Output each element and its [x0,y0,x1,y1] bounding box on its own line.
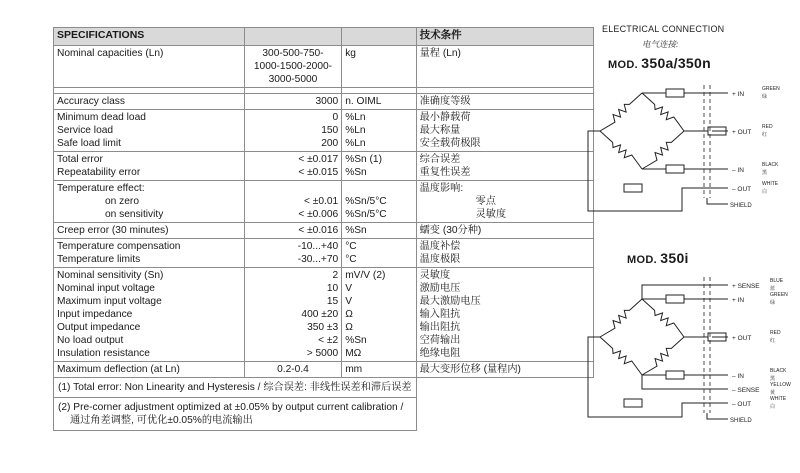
row-cn: 准确度等级 [416,94,593,110]
wire-color: YELLOW [770,382,791,388]
connection-title-cn: 电气连接: [642,39,679,49]
wire-color-cn: 绿 [762,94,768,100]
row-cn: 灵敏度 [419,270,451,281]
wire-color: GREEN [770,292,788,298]
wiring-diagram-350a [588,85,780,211]
wire-color-cn: 绿 [770,300,776,306]
row-label: Nominal input voltage [57,283,155,294]
row-value: 15 [326,296,339,307]
strain-gauge [600,337,642,375]
row-value: < ±2 [318,335,339,346]
row-unit: %Sn [345,335,367,346]
wire-label: – OUT [732,186,752,193]
row-label: Creep error (30 minutes) [54,223,245,239]
row-label: Input impedance [57,309,133,320]
row-unit: MΩ [345,348,362,359]
row-cn: 量程 (Ln) [416,46,593,88]
shield-label: SHIELD [730,203,752,209]
row-value: > 5000 [306,348,339,359]
wire-color-cn: 红 [770,338,776,344]
row-unit: %Ln [345,138,366,149]
row-cn: 激励电压 [419,283,461,294]
wire-color-cn: 白 [770,404,776,410]
row-value: < ±0.006 [298,209,339,220]
wire-label: + SENSE [732,283,760,290]
row-unit: °C [345,254,357,265]
row-unit: %Sn [345,167,367,178]
row-unit: %Sn [342,223,416,239]
strain-gauge [600,131,642,169]
wiring-diagram-350i [588,277,791,424]
model-350i-title: MOD. 350i [627,250,689,266]
wire-color: WHITE [770,396,787,402]
resistor [666,295,684,303]
shield-label: SHIELD [730,418,752,424]
wire-label: – IN [732,373,744,380]
wire-label: + OUT [732,335,752,342]
row-value: 3000 [244,94,341,110]
row-label: on zero [105,196,139,207]
row-value: 200 [321,138,339,149]
row-unit: mm [342,362,416,378]
row-unit: V [345,283,352,294]
row-label: Maximum input voltage [57,296,162,307]
row-unit: %Sn (1) [345,154,382,165]
row-label: Maximum deflection (at Ln) [54,362,245,378]
row-value: < ±0.016 [244,223,341,239]
row-label: Minimum dead load [57,112,146,123]
row-value: < ±0.01 [303,196,339,207]
row-cn: 蠕变 (30分种) [416,223,593,239]
row-label: Output impedance [57,322,141,333]
row-unit: n. OIML [342,94,416,110]
wire-color-cn: 黑 [762,170,768,176]
row-value: 300-500-750- 1000-1500-2000- 3000-5000 [244,46,341,88]
row-cn: 温度影响: [419,183,464,194]
wire-color: RED [770,330,781,336]
row-value: 10 [326,283,339,294]
wire-label: – SENSE [732,387,760,394]
row-label: Service load [57,125,114,136]
resistor [624,399,642,407]
row-unit: °C [345,241,357,252]
row-value: 400 ±20 [301,309,339,320]
shield-wire [707,198,728,204]
resistor [666,165,684,173]
row-cn: 最大称量 [419,125,461,136]
strain-gauge [642,131,684,169]
resistor [666,371,684,379]
row-unit: Ω [345,309,353,320]
row-value: < ±0.017 [298,154,339,165]
row-value: 0.2-0.4 [244,362,341,378]
row-value: -10...+40 [297,241,339,252]
strain-gauge [600,93,642,131]
row-cn: 输入阻抗 [419,309,461,320]
row-label: Accuracy class [54,94,245,110]
row-cn: 温度补偿 [419,241,461,252]
row-unit: %Sn/5°C [345,209,387,220]
row-value: 0 [332,112,339,123]
wire-color-cn: 黑 [770,376,776,382]
strain-gauge [642,93,684,131]
wire-color: BLUE [770,278,784,284]
wire-color: BLACK [762,162,779,168]
row-value: 350 ±3 [307,322,339,333]
row-unit: Ω [345,322,353,333]
wire-label: + IN [732,297,745,304]
strain-gauge [600,299,642,337]
row-cn: 温度极限 [419,254,461,265]
row-unit: %Ln [345,112,366,123]
row-cn: 最大变形位移 (量程内) [416,362,593,378]
wire-color: BLACK [770,368,787,374]
row-label: Total error [57,154,103,165]
row-label: No load output [57,335,124,346]
row-cn: 灵敏度 [475,209,507,220]
row-cn: 最大激励电压 [419,296,481,307]
resistor [666,89,684,97]
wire-color: RED [762,124,773,130]
row-label: on sensitivity [105,209,164,220]
row-value: 2 [332,270,339,281]
wire-label: – IN [732,167,744,174]
wire-color: WHITE [762,181,779,187]
row-value: < ±0.015 [298,167,339,178]
row-cn: 最小静载荷 [419,112,471,123]
wire-label: – OUT [732,401,752,408]
strain-gauge [642,299,684,337]
footnote-1: (1) Total error: Non Linearity and Hysteresis / 综合误差: 非线性误差和滞后误差 [54,378,417,398]
row-cn: 绝缘电阻 [419,348,461,359]
row-label: Nominal sensitivity (Sn) [57,270,164,281]
row-label: Temperature limits [57,254,141,265]
row-label: Nominal capacities (Ln) [54,46,245,88]
row-cn: 重复性误差 [419,167,471,178]
resistor [624,184,642,192]
connection-title: ELECTRICAL CONNECTION [602,24,725,34]
row-unit: %Ln [345,125,366,136]
row-unit: kg [342,46,416,88]
strain-gauge [642,337,684,375]
wire-color: GREEN [762,86,780,92]
footnote-2: (2) Pre-corner adjustment optimized at ±0.05% by output current calibration / 通过角差调整, 可优化±0.05%的电流输出 [54,398,417,431]
shield-wire [707,413,728,419]
wire-color-cn: 蓝 [770,286,776,292]
row-unit: V [345,296,352,307]
row-unit: mV/V (2) [345,270,386,281]
wire-color-cn: 白 [762,189,768,195]
row-cn: 零点 [475,196,496,207]
row-value: -30...+70 [297,254,339,265]
model-350a-title: MOD. 350a/350n [608,55,711,71]
row-label: Temperature compensation [57,241,181,252]
wire [588,131,712,211]
row-cn: 输出阻抗 [419,322,461,333]
row-label: Temperature effect: [57,183,145,194]
row-label: Insulation resistance [57,348,150,359]
wire-color-cn: 红 [762,132,768,138]
wire [588,337,712,417]
row-unit: %Sn/5°C [345,196,387,207]
row-label: Safe load limit [57,138,121,149]
row-cn: 安全载荷极限 [419,138,481,149]
header-specifications: SPECIFICATIONS [54,28,245,46]
wire-label: + OUT [732,129,752,136]
row-cn: 空荷输出 [419,335,461,346]
row-value: 150 [321,125,339,136]
row-label: Repeatability error [57,167,141,178]
row-cn: 综合误差 [419,154,461,165]
wire-label: + IN [732,91,745,98]
wire-color-cn: 黄 [770,390,776,396]
header-cn: 技术条件 [416,28,593,46]
